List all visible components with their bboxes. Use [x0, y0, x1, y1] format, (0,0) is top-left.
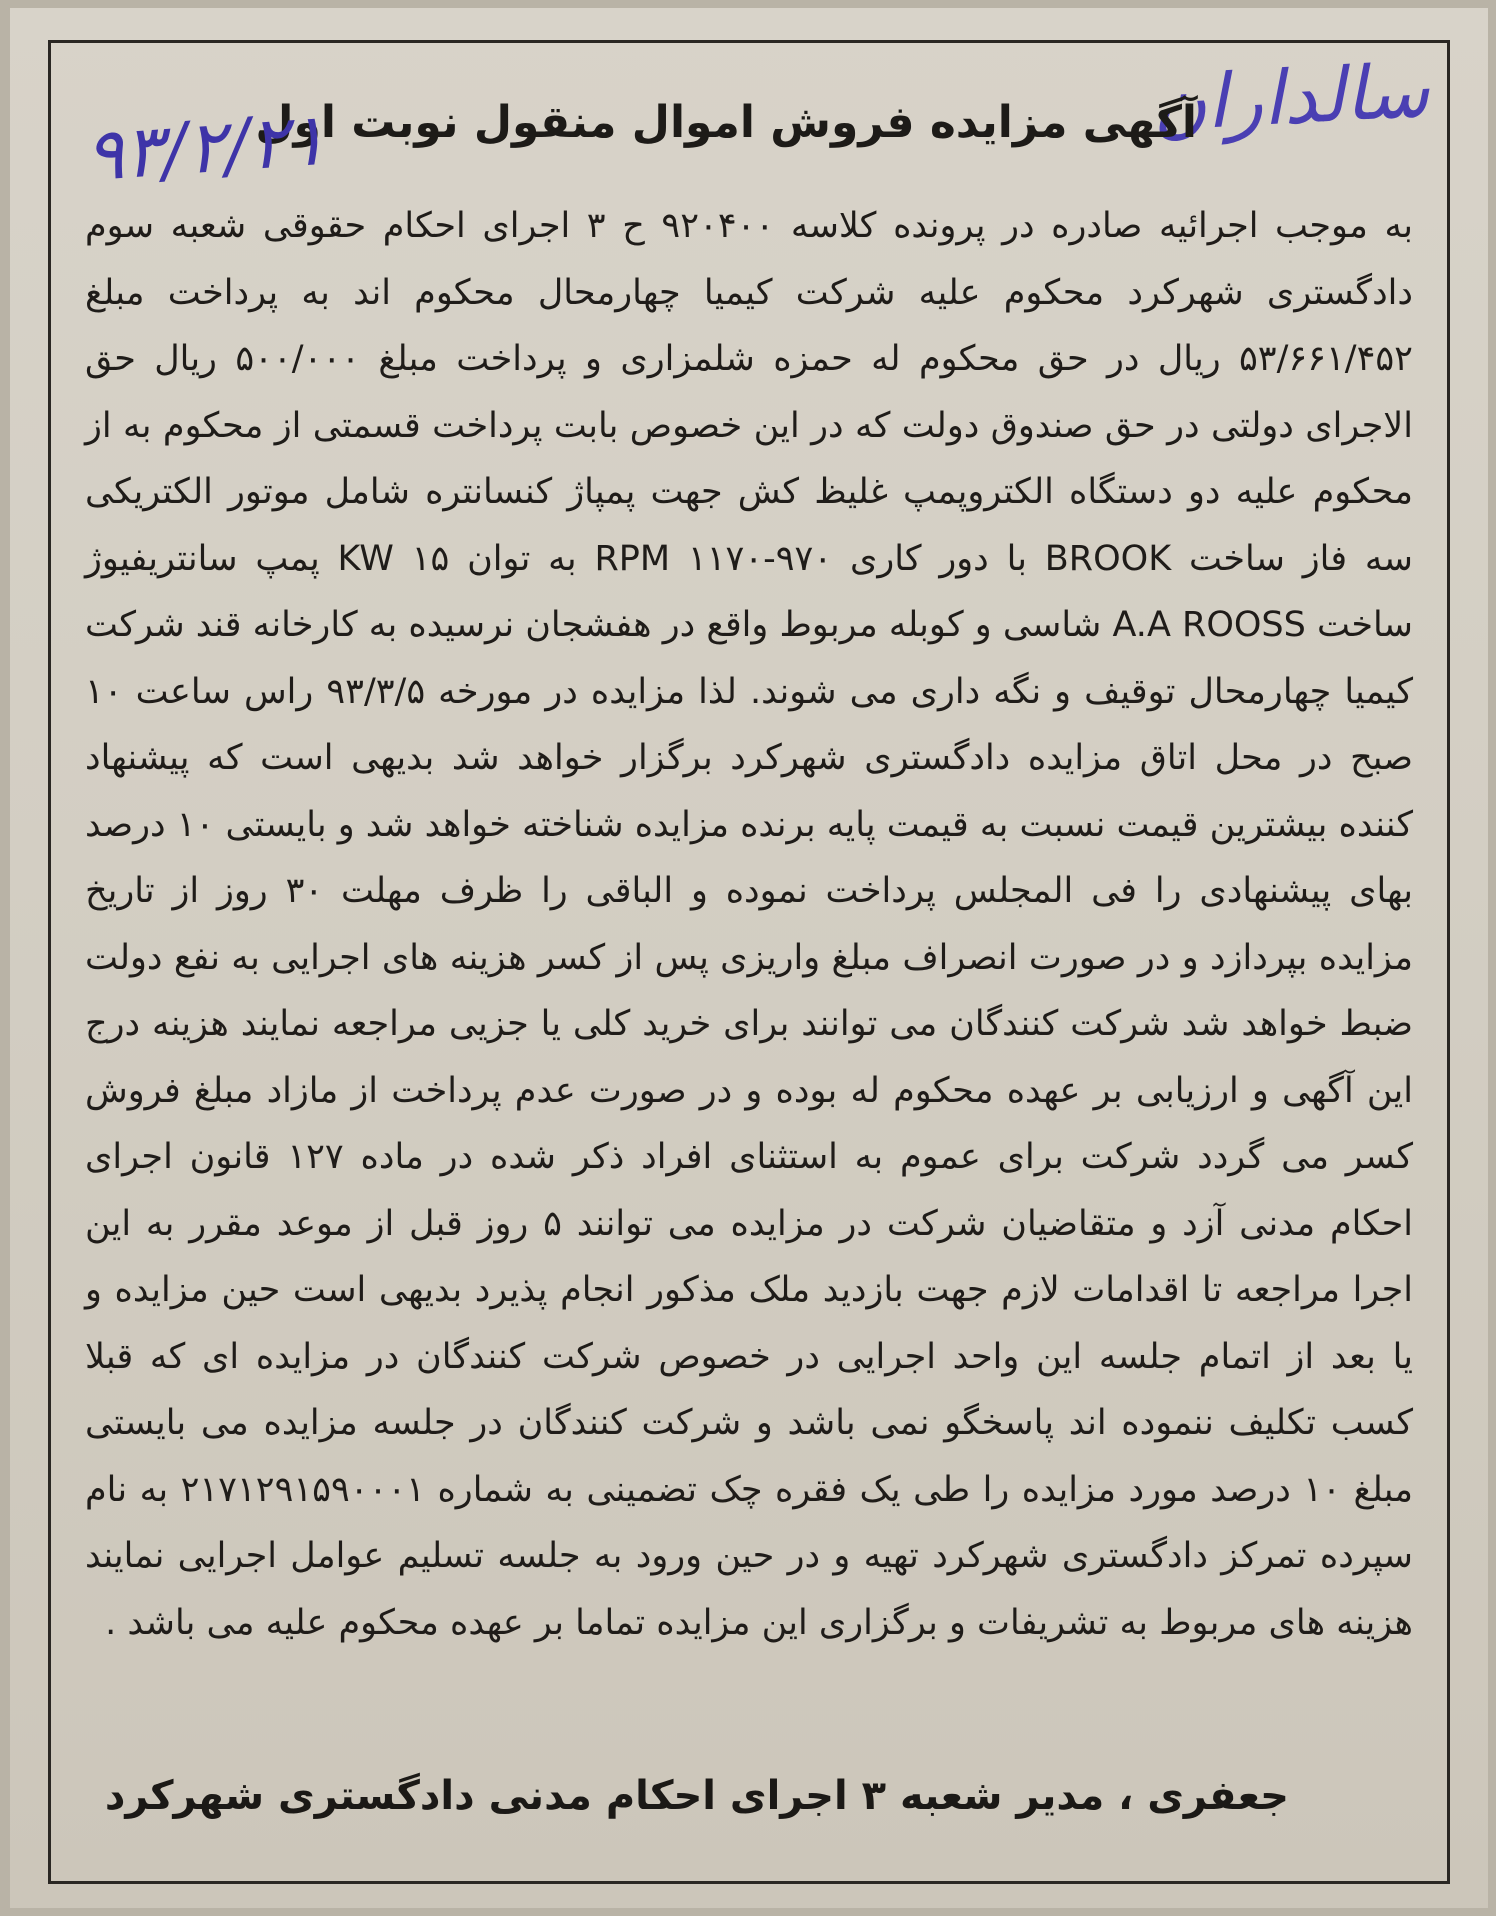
handwritten-annotation-date: ۹۳/۲/۲۱ — [82, 96, 330, 198]
handwritten-annotation-name: سالداران — [1149, 47, 1432, 149]
notice-body: به موجب اجرائیه صادره در پرونده کلاسه ۹۲۰۴۰۰ ح ۳ اجرای احکام حقوقی شعبه سوم دادگستری شهرکرد محکوم علیه شرکت کیمیا چهارمحال محکوم اند به پرداخت مبلغ ۵۳/۶۶۱/۴۵۲ ریال در حق محکوم له حمزه شلمزاری و پرداخت مبلغ ۵۰۰/۰۰۰ ریال حق الاجرای دولتی در حق صندوق دولت که در این خصوص بابت پرداخت قسمتی از محکوم به از محکوم علیه دو دستگاه الکتروپمپ غلیظ کش جهت پمپاژ کنسانتره شامل موتور الکتریکی سه فاز ساخت BROOK با دور کاری ۹۷۰-۱۱۷۰ RPM به توان ۱۵ KW پمپ سانتریفیوژ ساخت A.A ROOSS شاسی و کوبله مربوط واقع در هفشجان نرسیده به کارخانه قند شرکت کیمیا چهارمحال توقیف و نگه داری می شوند. لذا مزایده در مورخه ۹۳/۳/۵ راس ساعت ۱۰ صبح در محل اتاق مزایده دادگستری شهرکرد برگزار خواهد شد بدیهی است که پیشنهاد کننده بیشترین قیمت نسبت به قیمت پایه برنده مزایده شناخته خواهد شد و بایستی ۱۰ درصد بهای پیشنهادی را فی المجلس پرداخت نموده و الباقی را ظرف مهلت ۳۰ روز از تاریخ مزایده بپردازد و در صورت انصراف مبلغ واریزی پس از کسر هزینه های اجرایی به نفع دولت ضبط خواهد شد شرکت کنندگان می توانند برای خرید کلی یا جزیی مراجعه نمایند هزینه درج این آگهی و ارزیابی بر عهده محکوم له بوده و در صورت عدم پرداخت از مازاد مبلغ فروش کسر می گردد شرکت برای عموم به استثنای افراد ذکر شده در ماده ۱۲۷ قانون اجرای احکام مدنی آزد و متقاضیان شرکت در مزایده می توانند ۵ روز قبل از موعد مقرر به این اجرا مراجعه تا اقدامات لازم جهت بازدید ملک مذکور انجام پذیرد بدیهی است حین مزایده و یا بعد از اتمام جلسه این واحد اجرایی در خصوص شرکت کنندگان در مزایده ای که قبلا کسب تکلیف ننموده اند پاسخگو نمی باشد و شرکت کنندگان در جلسه مزایده می بایستی مبلغ ۱۰ درصد مورد مزایده را طی یک فقره چک تضمینی به شماره ۲۱۷۱۲۹۱۵۹۰۰۰۱ به نام سپرده تمرکز دادگستری شهرکرد تهیه و در حین ورود به جلسه تسلیم عوامل اجرایی نمایند هزینه های مربوط به تشریفات و برگزاری این مزایده تماما بر عهده محکوم علیه می باشد . — [85, 206, 1414, 1643]
auction-notice-box — [48, 40, 1450, 1884]
notice-title: آگهی مزایده فروش اموال منقول نوبت اول — [255, 97, 1197, 148]
newspaper-page — [10, 8, 1488, 1908]
notice-header — [51, 43, 1447, 198]
notice-signature: جعفری ، مدیر شعبه ۳ اجرای احکام مدنی دادگستری شهرکرد — [104, 1773, 1289, 1819]
